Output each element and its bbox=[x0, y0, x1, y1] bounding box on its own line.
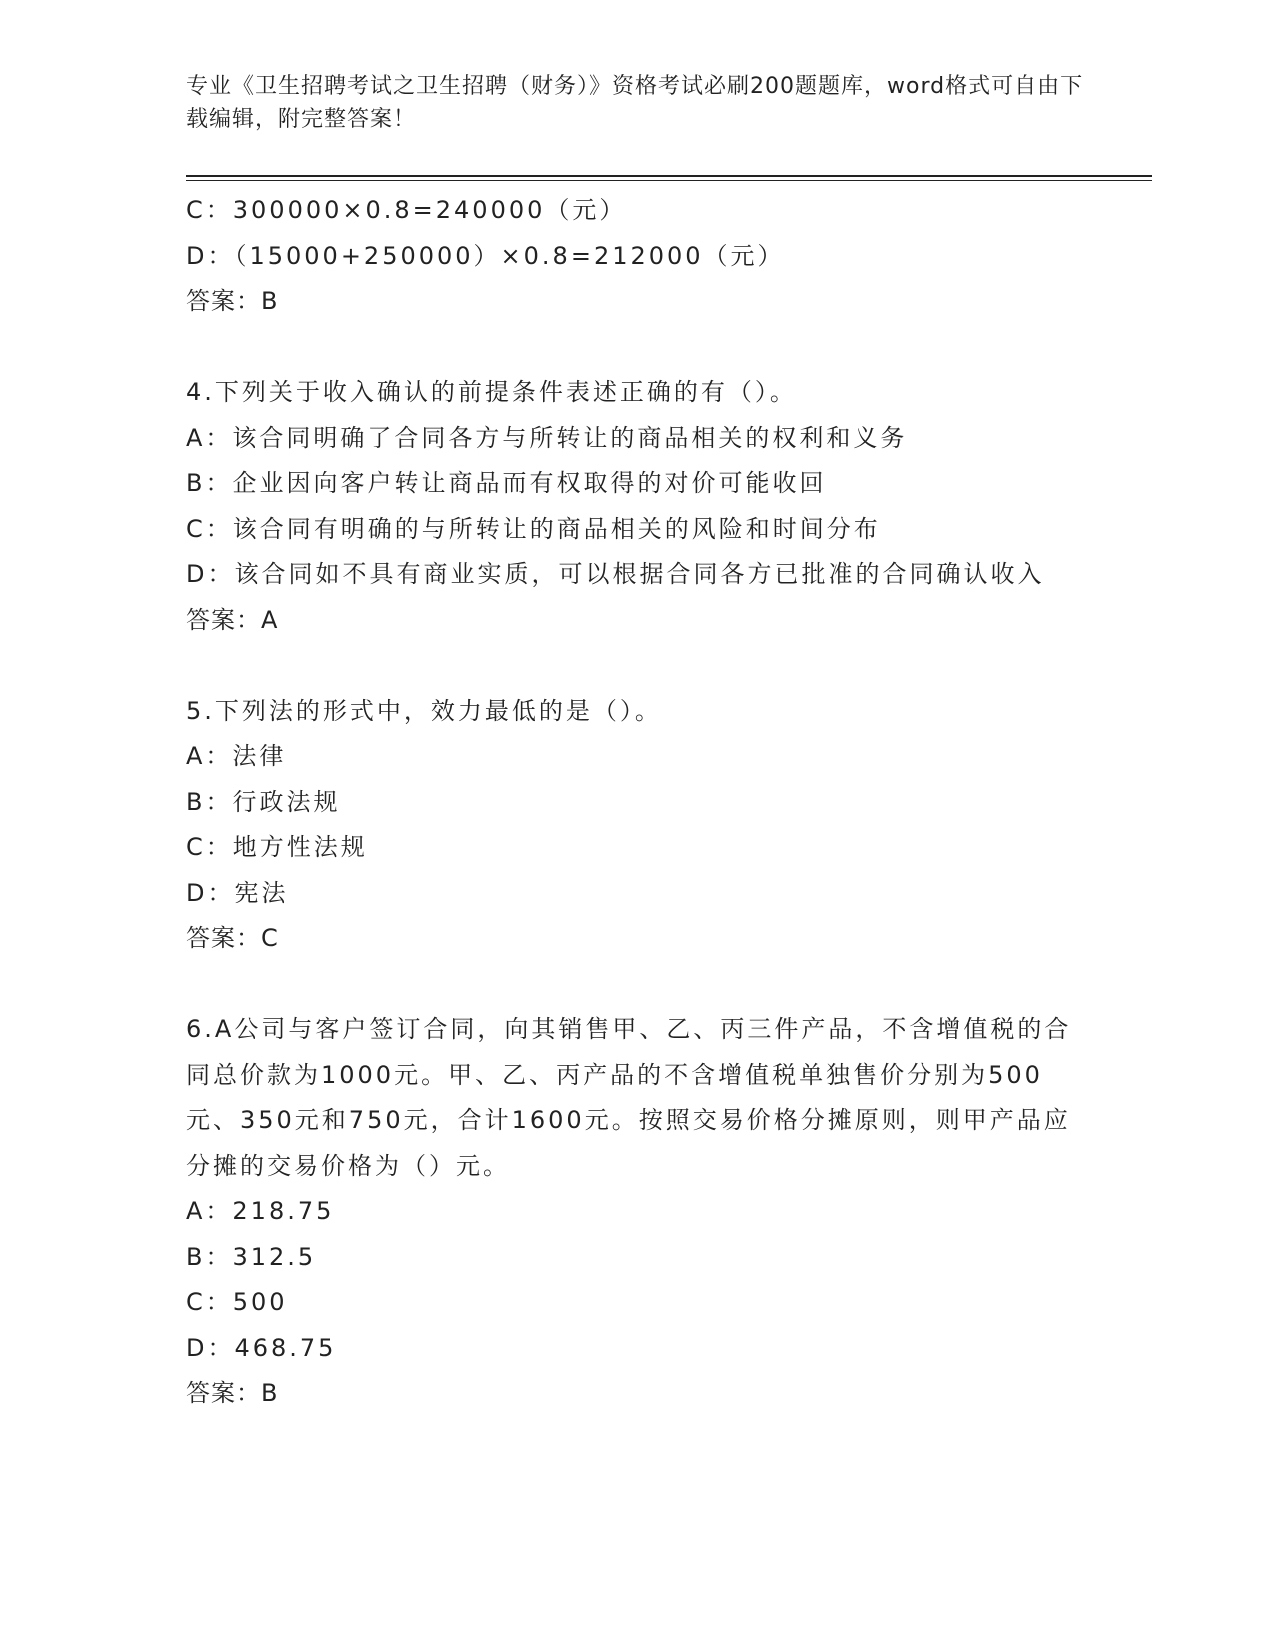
question-stem: 5.下列法的形式中，效力最低的是（）。 bbox=[186, 696, 662, 725]
option-b: B：行政法规 bbox=[186, 787, 341, 816]
answer-line: 答案：C bbox=[186, 924, 279, 952]
option-a: A：法律 bbox=[186, 742, 287, 770]
prev-question-tail bbox=[186, 188, 1086, 325]
option-b: B：企业因向客户转让商品而有权取得的对价可能收回 bbox=[186, 469, 827, 497]
answer-line: 答案：B bbox=[186, 287, 279, 315]
option-a: A：218.75 bbox=[186, 1197, 335, 1225]
question-stem: 4.下列关于收入确认的前提条件表述正确的有（）。 bbox=[186, 378, 797, 406]
option-b: B：312.5 bbox=[186, 1242, 317, 1271]
question-5 bbox=[186, 689, 1086, 962]
question-stem: 6.A公司与客户签订合同，向其销售甲、乙、丙三件产品，不含增值税的合同总价款为1000元。甲、乙、丙产品的不含增值税单独售价分别为500元、350元和750元，合计1600元。按照交易价格分摊原则，则甲产品应分摊的交易价格为（）元。 bbox=[186, 1015, 1072, 1180]
header-divider bbox=[186, 175, 1152, 181]
option-d: D：468.75 bbox=[186, 1333, 337, 1362]
option-c: C：500 bbox=[186, 1288, 288, 1316]
question-4 bbox=[186, 370, 1086, 643]
option-c: C：300000×0.8=240000（元） bbox=[186, 196, 627, 224]
answer-line: 答案：B bbox=[186, 1379, 279, 1407]
option-a: A：该合同明确了合同各方与所转让的商品相关的权利和义务 bbox=[186, 423, 908, 452]
option-c: C：地方性法规 bbox=[186, 833, 368, 861]
option-d: D：该合同如不具有商业实质，可以根据合同各方已批准的合同确认收入 bbox=[186, 560, 1045, 588]
option-d: D：（15000+250000）×0.8=212000（元） bbox=[186, 241, 785, 270]
option-c: C：该合同有明确的与所转让的商品相关的风险和时间分布 bbox=[186, 514, 881, 543]
answer-line: 答案：A bbox=[186, 605, 279, 634]
question-content bbox=[186, 188, 1086, 1417]
page-header: 专业《卫生招聘考试之卫生招聘（财务）》资格考试必刷200题题库，word格式可自由下载编辑，附完整答案！ bbox=[186, 74, 1084, 132]
question-6 bbox=[186, 1007, 1086, 1417]
option-d: D：宪法 bbox=[186, 878, 289, 907]
